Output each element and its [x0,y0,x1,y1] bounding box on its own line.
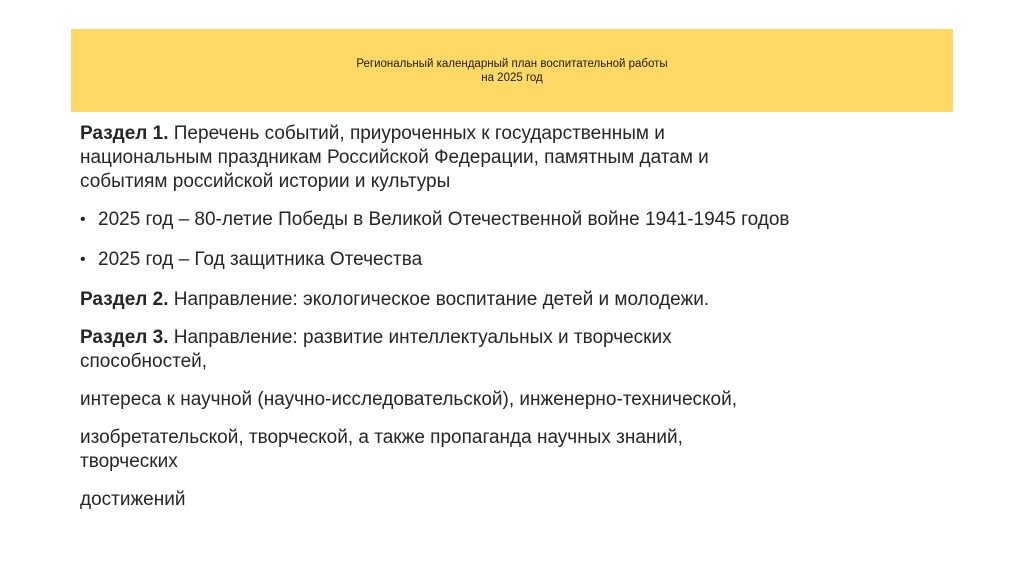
header-title-line-1: Региональный календарный план воспитательной работы [356,57,668,70]
section-1-text-1: Перечень событий, приуроченных к государственным и [168,123,665,144]
section-1-label: Раздел 1. [80,123,169,144]
section-1-line-1 [80,122,960,146]
header-band [71,29,953,112]
bullet-dot-icon: • [80,211,86,228]
section-3-para-3 [80,426,960,474]
bullet-item [80,208,960,232]
section-3-para-2: интереса к научной (научно-исследовательской), инженерно-технической, [80,389,738,410]
header-title-line-2: на 2025 год [481,71,543,84]
section-3 [80,326,960,374]
section-1 [80,122,960,194]
bullet-text: 2025 год – Год защитника Отечества [98,249,423,270]
section-2-text: Направление: экологическое воспитание детей и молодежи. [168,289,710,310]
section-3-para-3-line-1: изобретательской, творческой, а также пропаганда научных знаний, [80,427,683,448]
bullet-text: 2025 год – 80-летие Победы в Великой Отечественной войне 1941-1945 годов [98,209,790,230]
section-2-label: Раздел 2. [80,289,169,310]
section-3-para-4: достижений [80,489,186,510]
bullet-item [80,248,960,272]
section-3-label: Раздел 3. [80,327,169,348]
bullet-dot-icon: • [80,251,86,268]
section-1-line-3: событиям российской истории и культуры [80,171,451,192]
section-1-line-2: национальным праздникам Российской Федерации, памятным датам и [80,147,709,168]
slide-content [80,122,960,520]
section-3-para-3-line-2: творческих [80,451,178,472]
section-3-text-1: Направление: развитие интеллектуальных и творческих [168,327,672,348]
section-3-line-1 [80,326,960,350]
section-3-line-2: способностей, [80,351,208,372]
section-2 [80,288,960,312]
